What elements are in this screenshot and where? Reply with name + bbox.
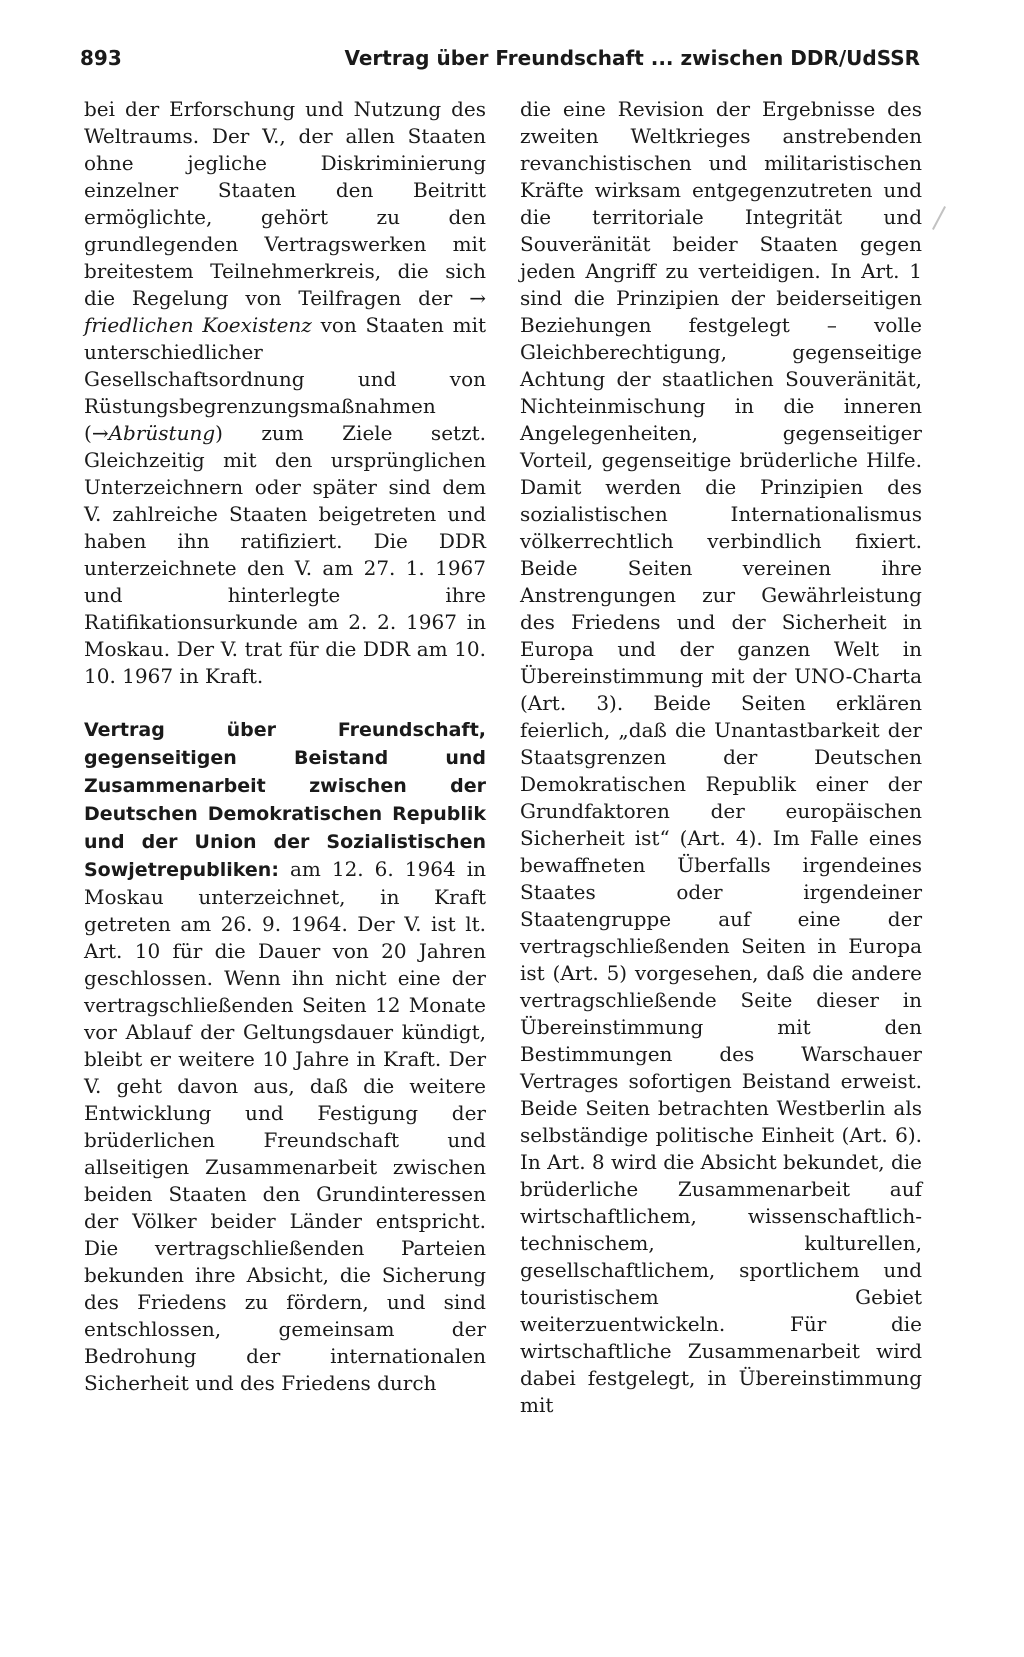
dictionary-entry xyxy=(84,716,486,1397)
right-column xyxy=(520,96,922,1419)
left-column xyxy=(84,96,486,1397)
paragraph-text: von Staaten mit unterschiedlicher Gesellschaftsordnung und von Rüstungsbegrenzungsmaßnahmen ( xyxy=(84,313,486,445)
cross-reference-arrow-icon: → xyxy=(469,286,486,310)
paragraph-continued xyxy=(84,96,486,690)
paragraph-text: ) zum Ziele setzt. Gleichzeitig mit den ursprünglichen Unterzeichnern oder später sind dem V. zahlreiche Staaten beigetreten und haben ihn ratifiziert. Die DDR unterzeichnete den V. am 27. 1. 1967 und hinterlegte ihre Ratifikationsurkunde am 2. 2. 1967 in Moskau. Der V. trat für die DDR am 10. 10. 1967 in Kraft. xyxy=(84,421,486,688)
cross-reference-term: Abrüstung xyxy=(108,421,216,445)
cross-reference-arrow-icon: → xyxy=(91,421,109,445)
page-number: 893 xyxy=(80,46,122,70)
pencil-mark xyxy=(932,206,946,230)
page-header xyxy=(80,40,920,80)
entry-text: am 12. 6. 1964 in Moskau unterzeichnet, in Kraft getreten am 26. 9. 1964. Der V. ist lt. Art. 10 für die Dauer von 20 Jahren geschlossen. Wenn ihn nicht eine der vertragschließenden Seiten 12 Monate vor Ablauf der Geltungsdauer kündigt, bleibt er weitere 10 Jahre in Kraft. Der V. geht davon aus, daß die weitere Entwicklung und Festigung der brüderlichen Freundschaft und allseitigen Zusammenarbeit zwischen beiden Staaten den Grundinteressen der Völker beider Länder entspricht. Die vertragschließenden Parteien bekunden ihre Absicht, die Sicherung des Friedens zu fördern, und sind entschlossen, gemeinsam der Bedrohung der internationalen Sicherheit und des Friedens durch xyxy=(84,857,486,1395)
cross-reference-term: friedlichen Koexistenz xyxy=(84,313,312,337)
running-head: Vertrag über Freundschaft ... zwischen DDR/UdSSR xyxy=(344,46,920,70)
paragraph-text: bei der Erforschung und Nutzung des Weltraums. Der V., der allen Staaten ohne jegliche Diskriminierung einzelner Staaten den Beitritt ermöglichte, gehört zu den grundlegenden Vertragswerken mit breitestem Teilnehmerkreis, die sich die Regelung von Teilfragen der xyxy=(84,97,486,310)
entry-lemma: Vertrag über Freundschaft, gegenseitigen Beistand und Zusammenarbeit zwischen der Deutschen Demokratischen Republik und der Union der Sozialistischen Sowjetrepubliken: xyxy=(84,719,486,881)
paragraph-continued: die eine Revision der Ergebnisse des zweiten Weltkrieges anstrebenden revanchistischen und militaristischen Kräfte wirksam entgegenzutreten und die territoriale Integrität und Souveränität beider Staaten gegen jeden Angriff zu verteidigen. In Art. 1 sind die Prinzipien der beiderseitigen Beziehungen festgelegt – volle Gleichberechtigung, gegenseitige Achtung der staatlichen Souveränität, Nichteinmischung in die inneren Angelegenheiten, gegenseitiger Vorteil, gegenseitige brüderliche Hilfe. Damit werden die Prinzipien des sozialistischen Internationalismus völkerrechtlich verbindlich fixiert. Beide Seiten vereinen ihre Anstrengungen zur Gewährleistung des Friedens und der Sicherheit in Europa und der ganzen Welt in Übereinstimmung mit der UNO-Charta (Art. 3). Beide Seiten erklären feierlich, „daß die Unantastbarkeit der Staatsgrenzen der Deutschen Demokratischen Republik einer der Grundfaktoren der europäischen Sicherheit ist“ (Art. 4). Im Falle eines bewaffneten Überfalls irgendeines Staates oder irgendeiner Staatengruppe auf eine der vertragschließenden Seiten in Europa ist (Art. 5) vorgesehen, daß die andere vertragschließende Seite dieser in Übereinstimmung mit den Bestimmungen des Warschauer Vertrages sofortigen Beistand erweist. Beide Seiten betrachten Westberlin als selbständige politische Einheit (Art. 6). In Art. 8 wird die Absicht bekundet, die brüderliche Zusammenarbeit auf wirtschaftlichem, wissenschaftlich-technischem, kulturellen, gesellschaftlichem, sportlichem und touristischem Gebiet weiterzuentwickeln. Für die wirtschaftliche Zusammenarbeit wird dabei festgelegt, in Übereinstimmung mit xyxy=(520,97,922,1417)
